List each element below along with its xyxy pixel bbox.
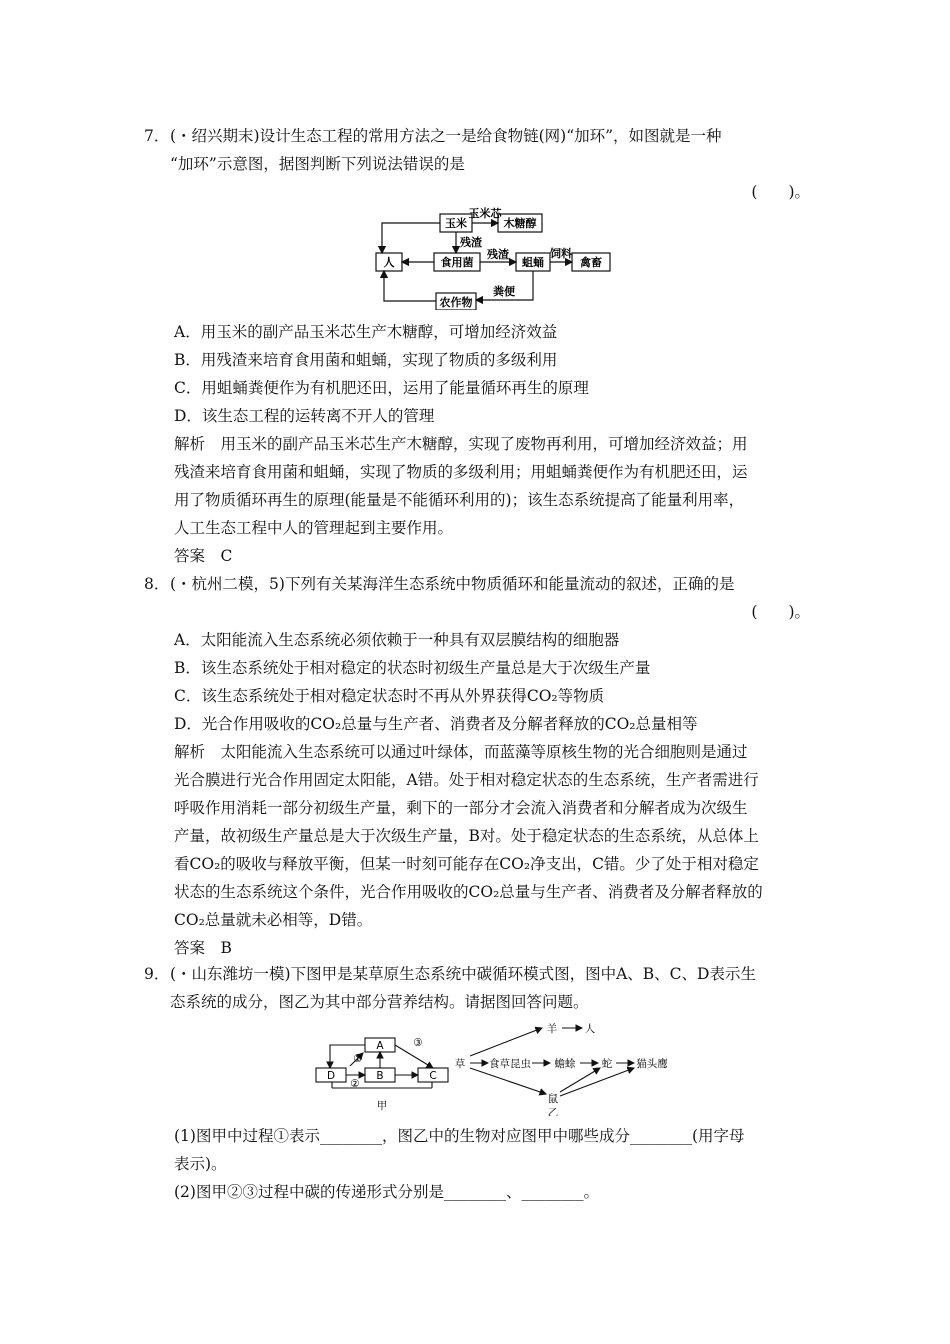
- q9-sub1-line2: 表示)。: [174, 1155, 227, 1173]
- diagram-node-mutangchun: 木糖醇: [503, 217, 537, 230]
- q8-option-c: C．该生态系统处于相对稳定状态时不再从外界获得CO₂等物质: [174, 687, 605, 705]
- q8-analysis-line6: 状态的生态系统这个条件，光合作用吸收的CO₂总量与生产者、消费者及分解者释放的: [174, 883, 763, 901]
- q9-carbon-cycle-diagram: [310, 1016, 670, 1116]
- diagram-node-nongzuowu: 农作物: [439, 296, 473, 309]
- q8-number: 8．: [144, 575, 170, 593]
- diagram-node-qinxu: 禽畜: [580, 256, 602, 269]
- q8-option-a: A．太阳能流入生态系统必须依赖于一种具有双层膜结构的细胞器: [174, 631, 620, 649]
- diagram-node-c: C: [429, 1070, 437, 1082]
- q7-food-chain-diagram: [370, 206, 620, 310]
- q7-option-d: D．该生态工程的运转离不开人的管理: [174, 407, 435, 425]
- diagram-caption-jia: 甲: [376, 1100, 388, 1112]
- diagram-node-d: D: [326, 1070, 336, 1082]
- diagram-node-ren-2: 人: [584, 1023, 596, 1035]
- q8-analysis-line2: 光合膜进行光合作用固定太阳能，A错。处于相对稳定状态的生态系统，生产者需进行: [174, 771, 759, 789]
- q9-sub2: (2)图甲②③过程中碳的传递形式分别是________、________。: [174, 1183, 599, 1201]
- q8-stem-line1: (・杭州二模，5)下列有关某海洋生态系统中物质循环和能量流动的叙述，正确的是: [170, 575, 735, 593]
- diagram-label-canzha-2: 残渣: [487, 248, 509, 261]
- diagram-node-shiyongjun: 食用菌: [440, 256, 474, 269]
- q7-analysis-line3: 用了物质循环再生的原理(能量是不能循环利用的)；该生态系统提高了能量利用率，: [174, 491, 745, 509]
- diagram-node-shu: 鼠: [547, 1093, 559, 1105]
- q8-analysis-line4: 产量，故初级生产量总是大于次级生产量，B对。处于稳定状态的生态系统，从总体上: [174, 827, 759, 845]
- q9-number: 9．: [144, 965, 170, 983]
- q7-analysis-line4: 人工生态工程中人的管理起到主要作用。: [174, 519, 454, 537]
- diagram-node-b: B: [376, 1070, 384, 1082]
- diagram-label-canzha-1: 残渣: [460, 236, 482, 249]
- q7-analysis-line2: 残渣来培育食用菌和蛆蛹，实现了物质的多级利用；用蛆蛹粪便作为有机肥还田，运: [174, 463, 748, 481]
- diagram-node-kunchong: 食草昆虫: [489, 1058, 531, 1070]
- diagram-process-3: ③: [413, 1037, 423, 1049]
- diagram-caption-yi: 乙: [547, 1107, 559, 1116]
- diagram-label-fenbian: 粪便: [493, 285, 515, 298]
- q8-analysis-line3: 呼吸作用消耗一部分初级生产量，剩下的一部分才会流入消费者和分解者成为次级生: [174, 799, 748, 817]
- diagram-node-she: 蛇: [601, 1058, 613, 1070]
- q7-stem-line2: “加环”示意图，据图判断下列说法错误的是: [170, 155, 465, 173]
- q7-option-a: A．用玉米的副产品玉米芯生产木糖醇，可增加经济效益: [174, 323, 558, 341]
- q8-analysis-line5: 看CO₂的吸收与释放平衡，但某一时刻可能存在CO₂净支出，C错。少了处于相对稳定: [174, 855, 759, 873]
- diagram-node-yumi: 玉米: [445, 217, 467, 230]
- diagram-node-a: A: [376, 1040, 384, 1052]
- diagram-node-qiyong: 蛆蛹: [522, 256, 544, 269]
- diagram-node-cao: 草: [454, 1058, 466, 1070]
- q7-answer: 答案 C: [174, 547, 233, 565]
- diagram-node-ren: 人: [383, 256, 395, 269]
- q8-answer-paren: ( )。: [751, 603, 810, 621]
- diagram-process-2: ②: [350, 1078, 360, 1090]
- diagram-node-maotouying: 猫头鹰: [636, 1058, 668, 1070]
- q7-option-b: B．用残渣来培育食用菌和蛆蛹，实现了物质的多级利用: [174, 351, 558, 369]
- q8-option-d: D．光合作用吸收的CO₂总量与生产者、消费者及分解者释放的CO₂总量相等: [174, 715, 698, 733]
- q7-analysis-line1: 解析 用玉米的副产品玉米芯生产木糖醇，实现了废物再利用，可增加经济效益；用: [174, 435, 748, 453]
- q7-number: 7．: [144, 127, 170, 145]
- q7-option-c: C．用蛆蛹粪便作为有机肥还田，运用了能量循环再生的原理: [174, 379, 589, 397]
- q8-answer: 答案 B: [174, 939, 232, 957]
- q7-answer-paren: ( )。: [751, 183, 810, 201]
- q9-stem-line1: (・山东潍坊一模)下图甲是某草原生态系统中碳循环模式图，图中A、B、C、D表示生: [170, 965, 756, 983]
- q9-stem-line2: 态系统的成分，图乙为其中部分营养结构。请据图回答问题。: [170, 993, 589, 1011]
- diagram-node-chanchu: 蟾蜍: [554, 1058, 576, 1070]
- q8-analysis-line7: CO₂总量就未必相等，D错。: [174, 911, 373, 929]
- q8-analysis-line1: 解析 太阳能流入生态系统可以通过叶绿体，而蓝藻等原核生物的光合细胞则是通过: [174, 743, 748, 761]
- q8-option-b: B．该生态系统处于相对稳定的状态时初级生产量总是大于次级生产量: [174, 659, 651, 677]
- diagram-label-yumixin: 玉米芯: [468, 207, 502, 220]
- q9-sub1-line1: (1)图甲中过程①表示________，图乙中的生物对应图甲中哪些成分________(用字母: [174, 1127, 745, 1145]
- diagram-node-yang: 羊: [546, 1023, 558, 1035]
- diagram-label-siliao: 饲料: [550, 247, 572, 260]
- diagram-process-1: ①: [353, 1053, 363, 1065]
- q7-stem-line1: (・绍兴期末)设计生态工程的常用方法之一是给食物链(网)“加环”，如图就是一种: [170, 127, 722, 145]
